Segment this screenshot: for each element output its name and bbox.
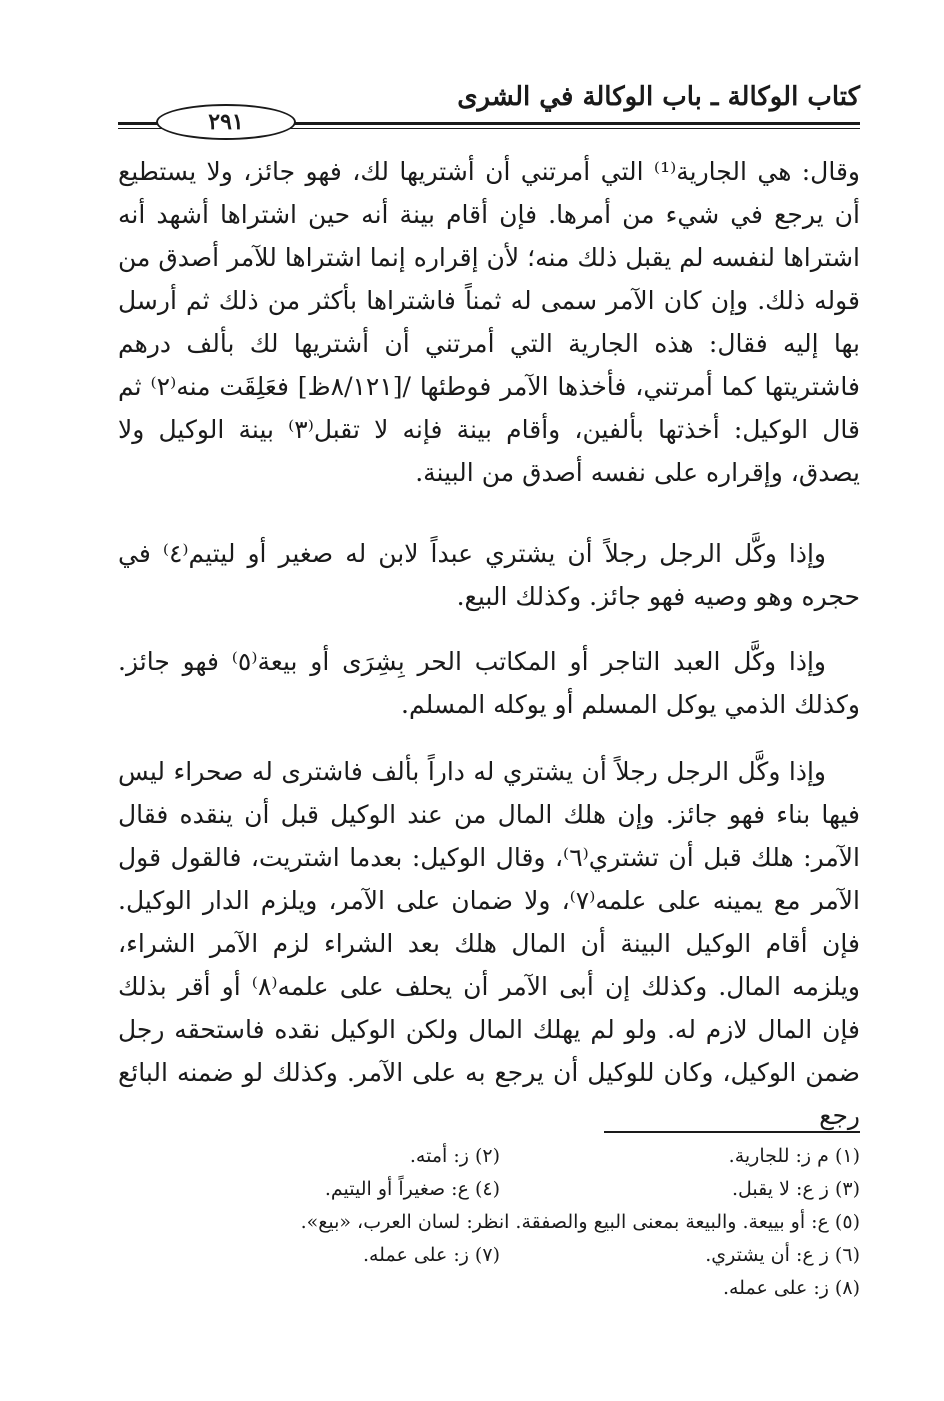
footnotes [118, 1140, 860, 1305]
footnote-row [118, 1272, 860, 1305]
footnote-3: (٣) ز ع: لا يقبل. [731, 1178, 860, 1200]
footnote-6: (٦) ز ع: أن يشتري. [705, 1244, 860, 1266]
paragraph-1: وقال: هي الجارية⁽¹⁾ التي أمرتني أن أشتريها لك، فهو جائز، ولا يستطيع أن يرجع في شيء من أمرها. فإن أقام بينة أنه حين اشتراها أشهد أنه اشتراها لنفسه لم يقبل ذلك منه؛ لأن إقراره إنما اشتراها للآمر أصدق من قوله ذلك. وإن كان الآمر سمى له ثمناً فاشتراها بأكثر من ذلك ثم أرسل بها إليه فقال: هذه الجارية التي أمرتني أن أشتريها لك بألف درهم فاشتريتها كما أمرتني، فأخذها الآمر فوطئها /[٨/١٢١ظ] فعَلِقَت منه⁽٢⁾ ثم قال الوكيل: أخذتها بألفين، وأقام بينة فإنه لا تقبل⁽٣⁾ بينة الوكيل ولا يصدق، وإقراره على نفسه أصدق من البينة. [118, 157, 861, 487]
footnote-8: (٨) ز: على عمله. [722, 1277, 860, 1299]
paragraph-4: وإذا وكَّل الرجل رجلاً أن يشتري له داراً بألف فاشترى له صحراء ليس فيها بناء فهو جائز. وإن هلك المال من عند الوكيل قبل أن ينقده فقال الآمر: هلك قبل أن تشتري⁽٦⁾، وقال الوكيل: بعدما اشتريت، فالقول قول الآمر مع يمينه على علمه⁽٧⁾، ولا ضمان على الآمر، ويلزم الدار الوكيل. فإن أقام الوكيل البينة أن المال هلك بعد الشراء لزم الآمر الشراء، ويلزمه المال. وكذلك إن أبى الآمر أن يحلف على علمه⁽٨⁾ أو أقر بذلك فإن المال لازم له. ولو لم يهلك المال ولكن الوكيل نقده فاستحقه رجل ضمن الوكيل، وكان للوكيل أن يرجع به على الآمر. وكذلك لو ضمنه البائع رجع [118, 757, 860, 1130]
footnote-row [118, 1239, 860, 1272]
header-title: كتاب الوكالة ـ باب الوكالة في الشرى [457, 82, 860, 112]
footnote-1: (١) م ز: للجارية. [728, 1145, 860, 1167]
footnote-5: (٥) ع: أو بييعة. والبيعة بمعنى البيع والصفقة. انظر: لسان العرب، «بيع». [300, 1211, 860, 1233]
footnote-separator [604, 1131, 860, 1133]
footnote-7: (٧) ز: على عمله. [362, 1244, 500, 1266]
paragraph-2: وإذا وكَّل الرجل رجلاً أن يشتري عبداً لابن له صغير أو ليتيم⁽٤⁾ في حجره وهو وصيه فهو جائز. وكذلك البيع. [118, 539, 860, 611]
footnote-2: (٢) ز: أمته. [409, 1145, 500, 1167]
running-header [118, 78, 860, 134]
footnote-row [118, 1206, 860, 1239]
page-number: ٢٩١ [156, 104, 296, 140]
footnote-row [118, 1140, 860, 1173]
footnote-4: (٤) ع: صغيراً أو اليتيم. [324, 1178, 500, 1200]
footnote-row [118, 1173, 860, 1206]
paragraph-3: وإذا وكَّل العبد التاجر أو المكاتب الحر بِشِرَى أو بيعة⁽٥⁾ فهو جائز. وكذلك الذمي يوكل المسلم أو يوكله المسلم. [118, 647, 860, 719]
